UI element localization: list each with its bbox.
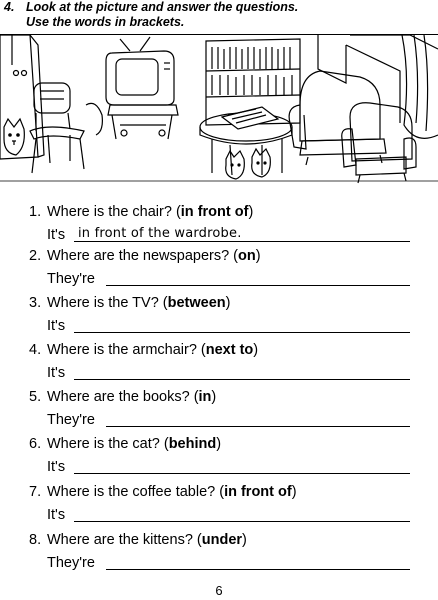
- bracket-close: ): [216, 436, 222, 452]
- question-number: 7.: [29, 484, 42, 500]
- question-prompt: Where are the newspapers? (: [47, 248, 239, 264]
- question-prompt: Where is the armchair? (: [47, 342, 206, 358]
- answer-prefix: It's: [47, 318, 66, 334]
- living-room-illustration: [0, 35, 438, 195]
- answer-prefix: It's: [47, 507, 66, 523]
- instruction-text-2: Use the words in brackets.: [26, 15, 185, 29]
- page-number: 6: [215, 583, 223, 598]
- question-number: 6.: [29, 436, 42, 452]
- question-text: [29, 342, 258, 359]
- question-number: 2.: [29, 248, 42, 264]
- bracket-close: ): [248, 204, 254, 220]
- question-text: [29, 295, 230, 312]
- question-text: [29, 532, 247, 549]
- newspapers: [222, 107, 278, 129]
- keyword: in front of: [224, 484, 292, 500]
- question-prompt: Where is the cat? (: [47, 436, 169, 452]
- question-number: 1.: [29, 204, 42, 220]
- chair: [30, 83, 84, 173]
- answer-line[interactable]: [74, 473, 410, 474]
- answer-line[interactable]: [106, 285, 410, 286]
- question-text: [29, 389, 216, 406]
- answer-line[interactable]: [106, 569, 410, 570]
- keyword: under: [201, 532, 243, 548]
- question-text: [29, 248, 261, 265]
- answer-prefix: It's: [47, 365, 66, 381]
- keyword: on: [238, 248, 256, 264]
- answer-line[interactable]: [74, 379, 410, 380]
- window: [318, 35, 438, 138]
- question-text: [29, 204, 253, 221]
- answer-line[interactable]: [106, 426, 410, 427]
- exercise-number: 4.: [4, 0, 15, 14]
- question-number: 8.: [29, 532, 42, 548]
- bracket-close: ): [225, 295, 231, 311]
- question-prompt: Where are the books? (: [47, 389, 199, 405]
- question-number: 3.: [29, 295, 42, 311]
- question-prompt: Where are the kittens? (: [47, 532, 202, 548]
- handwritten-answer[interactable]: in front of the wardrobe.: [78, 226, 242, 241]
- wardrobe: [0, 35, 44, 159]
- keyword: in front of: [180, 204, 249, 220]
- answer-prefix: They're: [47, 555, 95, 571]
- bracket-close: ): [291, 484, 297, 500]
- question-number: 5.: [29, 389, 42, 405]
- question-text: [29, 436, 221, 453]
- answer-prefix: It's: [47, 227, 66, 243]
- bracket-close: ): [253, 342, 259, 358]
- sofa: [289, 71, 386, 165]
- bracket-close: ): [255, 248, 261, 264]
- instruction-line-1: [4, 0, 434, 15]
- question-text: [29, 484, 297, 501]
- keyword: behind: [168, 436, 217, 452]
- exercise-header: [4, 0, 434, 30]
- answer-line[interactable]: [74, 241, 410, 242]
- instruction-text-1: Look at the picture and answer the questions.: [26, 0, 299, 14]
- question-number: 4.: [29, 342, 42, 358]
- answer-line[interactable]: [74, 521, 410, 522]
- question-prompt: Where is the chair? (: [47, 204, 181, 220]
- cat: [4, 103, 102, 155]
- answer-prefix: It's: [47, 459, 66, 475]
- question-prompt: Where is the TV? (: [47, 295, 168, 311]
- keyword: between: [167, 295, 226, 311]
- keyword: next to: [205, 342, 254, 358]
- answer-prefix: They're: [47, 271, 95, 287]
- bracket-close: ): [211, 389, 217, 405]
- tv: [106, 37, 178, 139]
- answer-line[interactable]: [74, 332, 410, 333]
- bracket-close: ): [242, 532, 247, 548]
- question-prompt: Where is the coffee table? (: [47, 484, 225, 500]
- keyword: in: [198, 389, 212, 405]
- answer-prefix: They're: [47, 412, 95, 428]
